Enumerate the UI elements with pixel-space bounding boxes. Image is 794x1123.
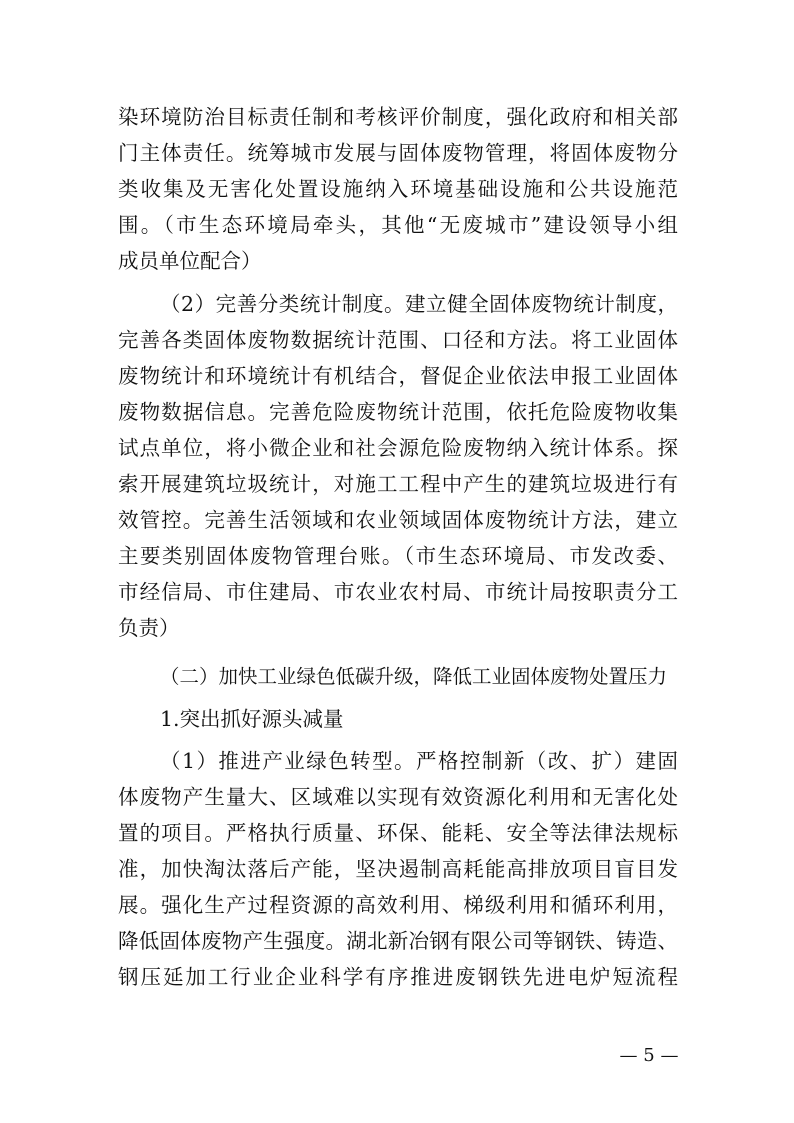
- subsection-heading: 1.突出抓好源头减量: [160, 707, 344, 731]
- paragraph-first-line: （1）推进产业绿色转型。严格控制新（改、扩）建固: [160, 749, 678, 773]
- text-line: 染环境防治目标责任制和考核评价制度，强化政府和相关部: [118, 105, 678, 129]
- text-line: 展。强化生产过程资源的高效利用、梯级利用和循环利用，: [118, 893, 678, 917]
- text-line: 钢压延加工行业企业科学有序推进废钢铁先进电炉短流程: [118, 965, 678, 989]
- text-line: 准，加快淘汰落后产能，坚决遏制高耗能高排放项目盲目发: [118, 857, 678, 881]
- text-line: 体废物产生量大、区域难以实现有效资源化利用和无害化处: [118, 785, 678, 809]
- text-line: 废物统计和环境统计有机结合，督促企业依法申报工业固体: [118, 364, 678, 388]
- text-line: 废物数据信息。完善危险废物统计范围，依托危险废物收集: [118, 400, 678, 424]
- text-line: 降低固体废物产生强度。湖北新冶钢有限公司等钢铁、铸造、: [118, 929, 678, 953]
- text-line: 试点单位，将小微企业和社会源危险废物纳入统计体系。探: [118, 436, 678, 460]
- text-line: 围。（市生态环境局牵头，其他“无废城市”建设领导小组: [118, 213, 678, 237]
- section-heading: （二）加快工业绿色低碳升级，降低工业固体废物处置压力: [160, 665, 668, 688]
- page-number: — 5 —: [619, 1045, 679, 1066]
- paragraph-first-line: （2）完善分类统计制度。建立健全固体废物统计制度，: [160, 292, 678, 316]
- text-line: 类收集及无害化处置设施纳入环境基础设施和公共设施范: [118, 177, 678, 201]
- text-line: 门主体责任。统筹城市发展与固体废物管理，将固体废物分: [118, 141, 678, 165]
- text-line: 主要类别固体废物管理台账。（市生态环境局、市发改委、: [118, 544, 678, 568]
- text-line: 置的项目。严格执行质量、环保、能耗、安全等法律法规标: [118, 821, 678, 845]
- text-line: 负责）: [118, 616, 180, 640]
- text-line: 市经信局、市住建局、市农业农村局、市统计局按职责分工: [118, 580, 678, 604]
- text-line: 完善各类固体废物数据统计范围、口径和方法。将工业固体: [118, 328, 678, 352]
- text-line: 效管控。完善生活领域和农业领域固体废物统计方法，建立: [118, 508, 678, 532]
- text-line: 成员单位配合）: [118, 249, 262, 273]
- text-line: 索开展建筑垃圾统计，对施工工程中产生的建筑垃圾进行有: [118, 472, 678, 496]
